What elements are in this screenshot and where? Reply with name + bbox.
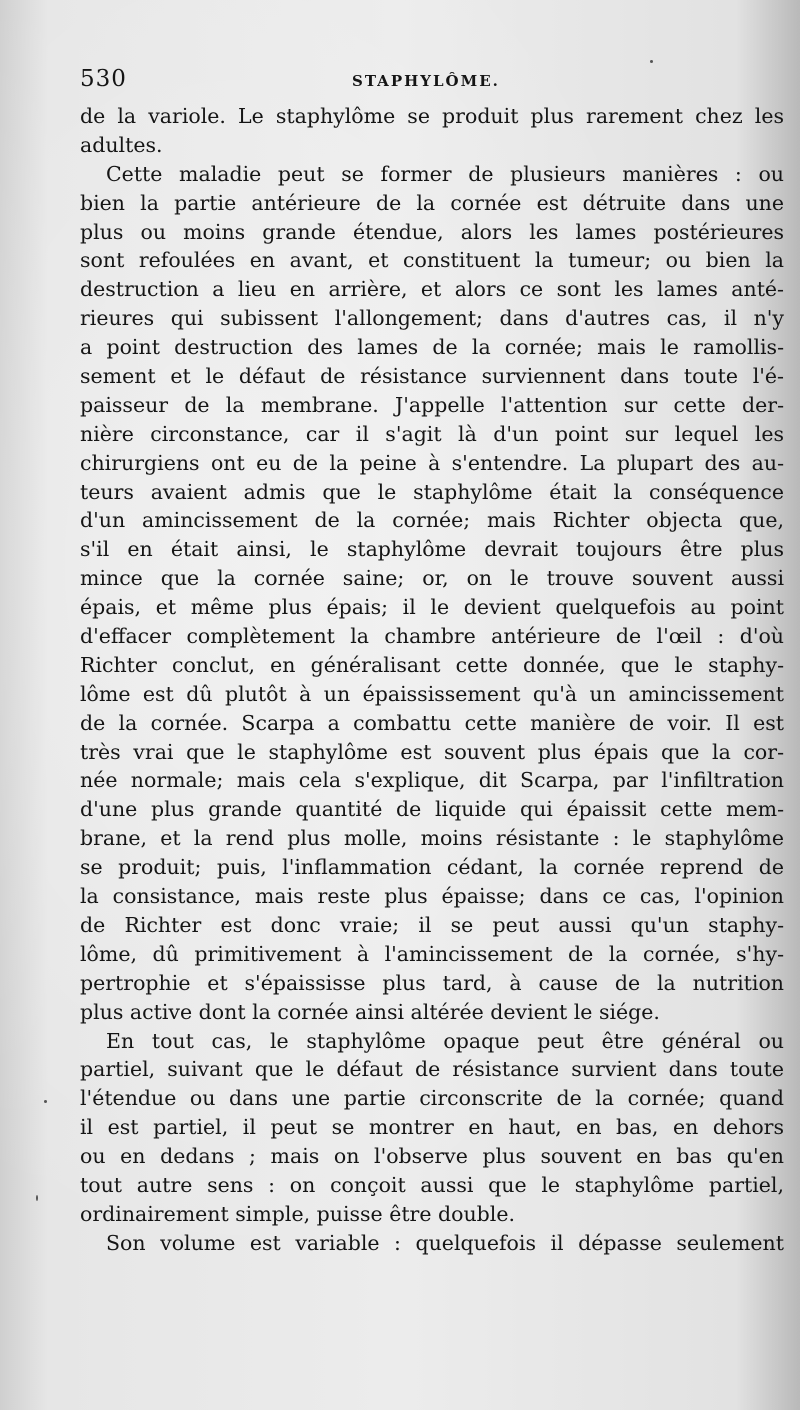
text-line: il est partiel, il peut se montrer en haut, en bas, en dehors	[80, 1115, 784, 1140]
text-line: lôme, dû primitivement à l'amincissement de la cornée, s'hy-	[80, 941, 784, 966]
text-line: destruction a lieu en arrière, et alors ce sont les lames anté-	[80, 277, 784, 302]
text-line: Richter conclut, en généralisant cette donnée, que le staphy-	[80, 652, 784, 677]
text-line: bien la partie antérieure de la cornée est détruite dans une	[80, 190, 784, 215]
text-line: de la cornée. Scarpa a combattu cette manière de voir. Il est	[80, 710, 784, 735]
ink-speck	[36, 1195, 38, 1201]
text-line: tout autre sens : on conçoit aussi que le staphylôme partiel,	[80, 1172, 784, 1197]
text-line: sement et le défaut de résistance surviennent dans toute l'é-	[80, 364, 784, 389]
text-line: se produit; puis, l'inflammation cédant, la cornée reprend de	[80, 855, 784, 880]
page-header	[80, 62, 780, 102]
text-line: d'effacer complètement la chambre antérieure de l'œil : d'où	[80, 624, 784, 649]
body-text	[80, 102, 784, 1258]
text-line: mince que la cornée saine; or, on le trouve souvent aussi	[80, 566, 784, 591]
text-line: Cette maladie peut se former de plusieurs manières : ou	[106, 161, 784, 186]
text-line: brane, et la rend plus molle, moins résistante : le staphylôme	[80, 826, 784, 851]
page-number: 530	[80, 66, 127, 92]
ink-speck	[650, 60, 653, 63]
text-line: s'il en était ainsi, le staphylôme devrait toujours être plus	[80, 537, 784, 562]
text-line: En tout cas, le staphylôme opaque peut être général ou	[106, 1028, 784, 1053]
text-line: épais, et même plus épais; il le devient quelquefois au point	[80, 595, 784, 620]
text-line: chirurgiens ont eu de la peine à s'entendre. La plupart des au-	[80, 450, 784, 475]
text-line: rieures qui subissent l'allongement; dans d'autres cas, il n'y	[80, 306, 784, 331]
text-line: pertrophie et s'épaississe plus tard, à cause de la nutrition	[80, 970, 784, 995]
text-line: née normale; mais cela s'explique, dit Scarpa, par l'infiltration	[80, 768, 784, 793]
text-line: plus ou moins grande étendue, alors les lames postérieures	[80, 219, 784, 244]
text-line: paisseur de la membrane. J'appelle l'attention sur cette der-	[80, 392, 784, 417]
text-line: lôme est dû plutôt à un épaississement qu'à un amincissement	[80, 681, 784, 706]
text-line: plus active dont la cornée ainsi altérée devient le siége.	[80, 999, 660, 1024]
text-line: d'une plus grande quantité de liquide qui épaissit cette mem-	[80, 797, 784, 822]
text-line: de la variole. Le staphylôme se produit plus rarement chez les	[80, 104, 784, 128]
text-line: teurs avaient admis que le staphylôme était la conséquence	[80, 479, 784, 504]
text-line: l'étendue ou dans une partie circonscrite de la cornée; quand	[80, 1086, 784, 1111]
running-title: STAPHYLÔME.	[352, 72, 500, 90]
text-line: ordinairement simple, puisse être double.	[80, 1201, 516, 1226]
text-line: la consistance, mais reste plus épaisse; dans ce cas, l'opinion	[80, 884, 784, 909]
text-line: partiel, suivant que le défaut de résistance survient dans toute	[80, 1057, 784, 1082]
text-line: ou en dedans ; mais on l'observe plus souvent en bas qu'en	[80, 1144, 784, 1169]
ink-speck	[44, 1100, 47, 1103]
text-line: sont refoulées en avant, et constituent la tumeur; ou bien la	[80, 248, 784, 273]
text-line: adultes.	[80, 132, 163, 157]
text-line: d'un amincissement de la cornée; mais Richter objecta que,	[80, 508, 784, 533]
text-line: très vrai que le staphylôme est souvent plus épais que la cor-	[80, 739, 784, 764]
text-line: a point destruction des lames de la cornée; mais le ramollis-	[80, 335, 784, 360]
text-line: nière circonstance, car il s'agit là d'un point sur lequel les	[80, 421, 784, 446]
text-line: de Richter est donc vraie; il se peut aussi qu'un staphy-	[80, 912, 784, 937]
text-line: Son volume est variable : quelquefois il dépasse seulement	[106, 1230, 784, 1255]
